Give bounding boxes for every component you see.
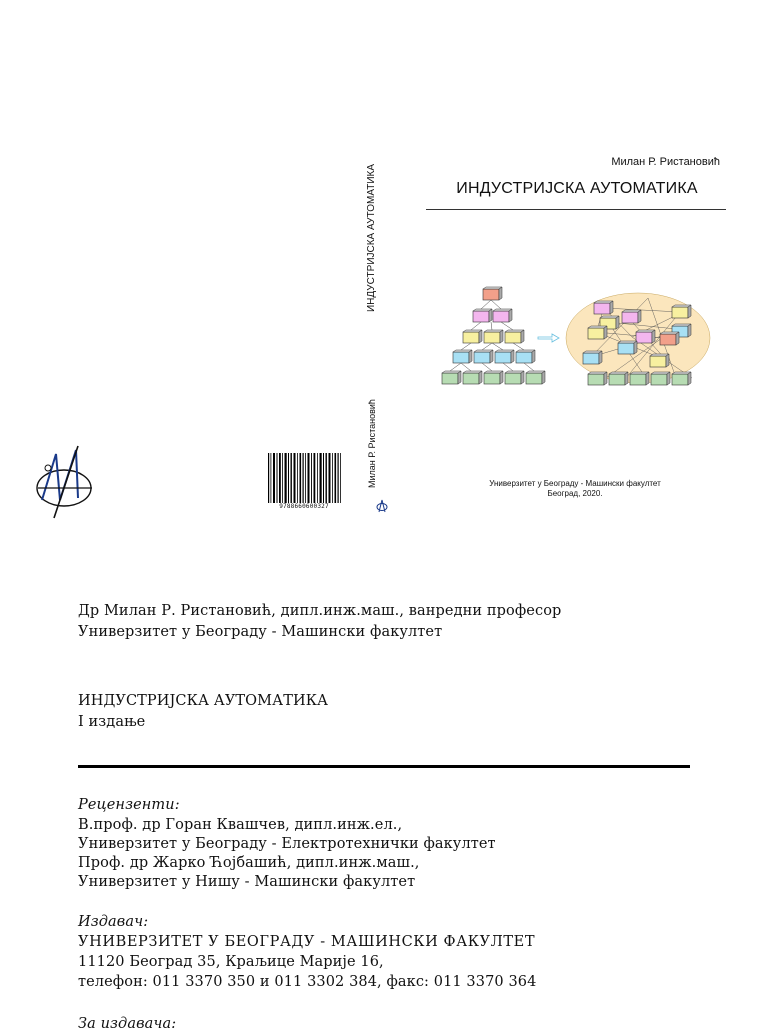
for-publisher-heading: За издавача: xyxy=(78,1016,177,1032)
cover-author: Милан Р. Ристановић xyxy=(611,156,720,168)
pyramid-hierarchy xyxy=(442,287,545,384)
publisher-heading: Издавач: xyxy=(78,914,149,930)
imprint-title: ИНДУСТРИЈСКА АУТОМАТИКА xyxy=(78,693,329,709)
spine-title: ИНДУСТРИЈСКА АУТОМАТИКА xyxy=(366,163,377,312)
network-architecture xyxy=(566,293,710,385)
imprint-author-affiliation: Универзитет у Београду - Машински факултет xyxy=(78,624,443,640)
cover-title: ИНДУСТРИЈСКА АУТОМАТИКА xyxy=(456,180,698,197)
publisher-phone: телефон: 011 3370 350 и 011 3302 384, факс: 011 3370 364 xyxy=(78,974,537,990)
publisher-address: 11120 Београд 35, Краљице Марије 16, xyxy=(78,954,384,970)
faculty-logo-icon xyxy=(34,440,96,520)
reviewer-line: Универзитет у Београду - Електротехнички факултет xyxy=(78,836,496,852)
imprint-author-line: Др Милан Р. Ристановић, дипл.инж.маш., ванредни професор xyxy=(78,603,562,619)
spine-author: Милан Р. Ристановић xyxy=(367,399,377,488)
spine-logo-icon xyxy=(376,498,388,514)
reviewers-heading: Рецензенти: xyxy=(78,797,180,813)
barcode-digits: 9788660600327 xyxy=(263,503,345,510)
reviewer-line: Универзитет у Нишу - Машински факултет xyxy=(78,874,416,890)
cover-divider xyxy=(426,209,726,210)
reviewer-line: Проф. др Жарко Ћојбашић, дипл.инж.маш., xyxy=(78,855,420,871)
imprint-edition: I издање xyxy=(78,714,146,730)
reviewer-line: В.проф. др Горан Квашчев, дипл.инж.ел., xyxy=(78,817,403,833)
arrow-right-icon xyxy=(538,334,559,342)
imprint-divider xyxy=(78,765,690,768)
cover-publisher: Универзитет у Београду - Машински факултет Београд, 2020. xyxy=(489,479,661,498)
automation-hierarchy-diagram xyxy=(436,282,722,394)
publisher-name: УНИВЕРЗИТЕТ У БЕОГРАДУ - МАШИНСКИ ФАКУЛТЕТ xyxy=(78,934,536,950)
